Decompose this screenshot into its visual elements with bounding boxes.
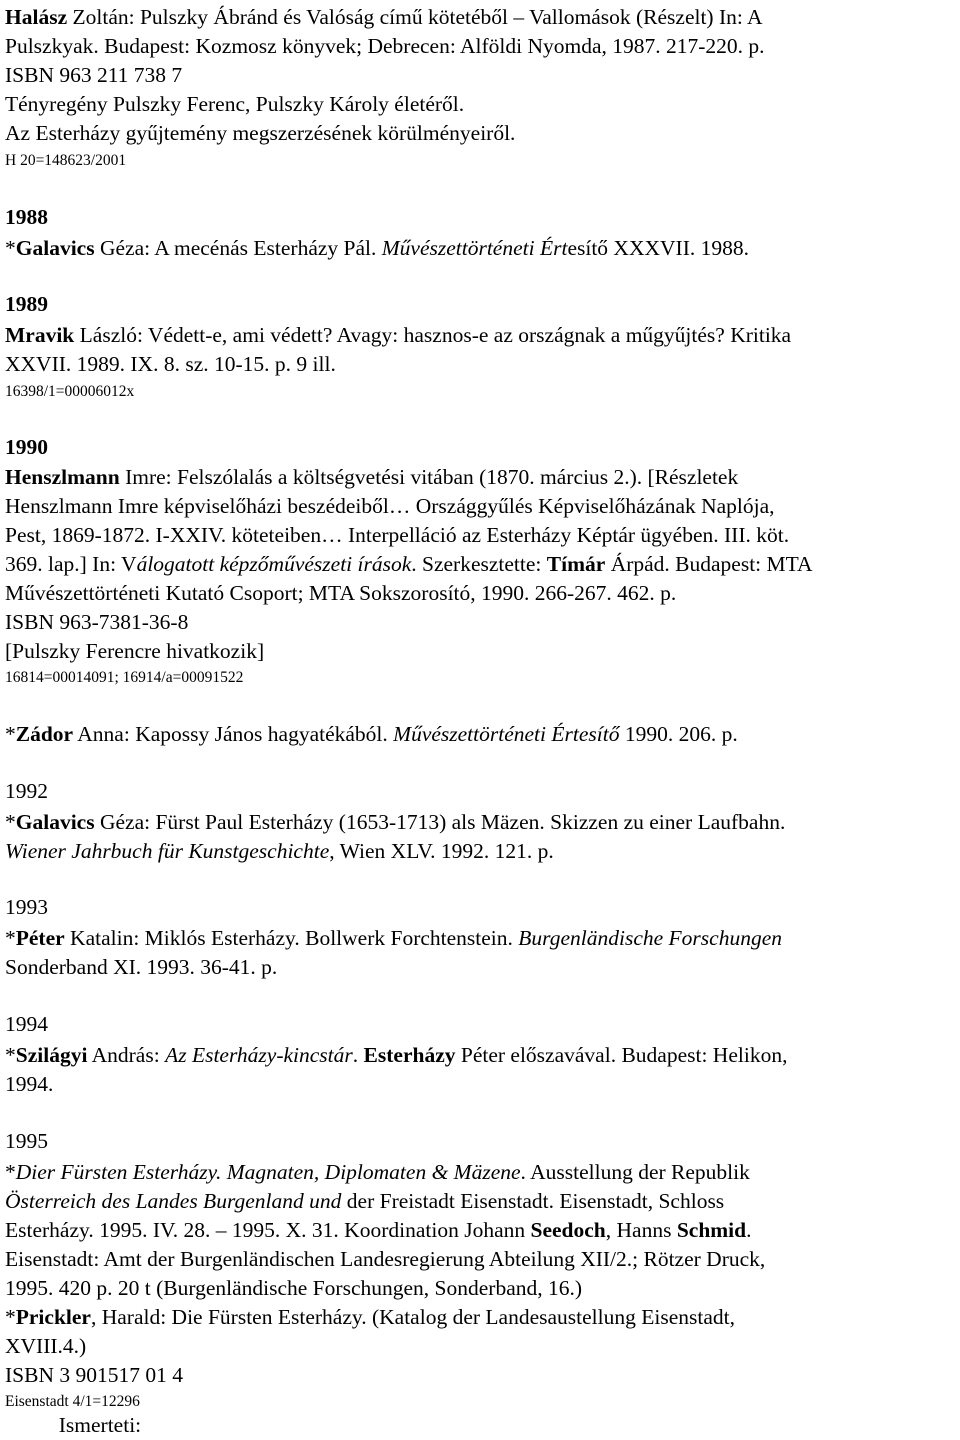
- text-line: [5, 381, 134, 403]
- italic-text: Művészettörténeti Értesítő: [393, 722, 620, 746]
- text-segment: . Ausstellung der Republik: [520, 1160, 750, 1184]
- text-segment: .: [746, 1218, 752, 1242]
- text-segment: Katalin: Miklós Esterházy. Bollwerk Forchtenstein.: [64, 926, 519, 950]
- text-segment: Pulszkyak. Budapest: Kozmosz könyvek; Debrecen: Alföldi Nyomda, 1987. 217-220. p.: [5, 34, 765, 58]
- text-segment: *: [5, 722, 16, 746]
- text-segment: Ismerteti:: [5, 1413, 142, 1437]
- bold-text: Prickler: [15, 1305, 91, 1329]
- text-line: [5, 350, 336, 379]
- text-segment: , Hanns: [605, 1218, 677, 1242]
- text-segment: Az Esterházy gyűjtemény megszerzésének körülményeiről.: [5, 121, 516, 145]
- bold-text: Péter: [15, 926, 65, 950]
- bold-text: Galavics: [15, 810, 95, 834]
- text-line: [5, 119, 515, 148]
- text-segment: *: [5, 1305, 16, 1329]
- text-line: [5, 924, 782, 953]
- bold-text: Henszlmann: [5, 465, 120, 489]
- text-segment: Esterházy. 1995. IV. 28. – 1995. X. 31. Koordination Johann: [5, 1218, 531, 1242]
- text-segment: esítő XXXVII. 1988.: [567, 236, 749, 260]
- bold-text: Halász: [5, 5, 68, 29]
- text-segment: 1994: [5, 1012, 48, 1036]
- text-line: [5, 3, 763, 32]
- text-segment: [Pulszky Ferencre hivatkozik]: [5, 639, 265, 663]
- bold-text: Tímár: [546, 552, 606, 576]
- text-segment: ISBN 963-7381-36-8: [5, 610, 189, 634]
- text-line: [5, 808, 785, 837]
- text-segment: 16814=00014091; 16914/a=00091522: [5, 669, 244, 686]
- text-segment: Anna: Kapossy János hagyatékából.: [73, 722, 394, 746]
- text-segment: .: [352, 1043, 364, 1067]
- text-segment: 1989: [5, 292, 48, 316]
- text-segment: Géza: A mecénás Esterházy Pál.: [94, 236, 382, 260]
- text-segment: András:: [87, 1043, 166, 1067]
- text-segment: Tényregény Pulszky Ferenc, Pulszky Károly életéről.: [5, 92, 465, 116]
- bold-text: Seedoch: [530, 1218, 606, 1242]
- text-line: [5, 463, 738, 492]
- text-line: [5, 290, 48, 319]
- text-segment: H 20=148623/2001: [5, 152, 127, 169]
- text-segment: 1993: [5, 895, 48, 919]
- text-line: [5, 720, 738, 749]
- bold-text: Esterházy: [363, 1043, 456, 1067]
- text-segment: Imre: Felszólalás a költségvetési vitában (1870. március 2.). [Részletek: [119, 465, 739, 489]
- italic-text: Österreich des Landes Burgenland und: [5, 1189, 342, 1213]
- text-line: [5, 1361, 183, 1390]
- bold-text: Schmid: [676, 1218, 747, 1242]
- text-line: [5, 234, 749, 263]
- text-segment: Géza: Fürst Paul Esterházy (1653-1713) als Mäzen. Skizzen zu einer Laufbahn.: [94, 810, 786, 834]
- bold-text: Galavics: [15, 236, 95, 260]
- text-segment: XXVII. 1989. IX. 8. sz. 10-15. p. 9 ill.: [5, 352, 336, 376]
- bold-text: Zádor: [15, 722, 74, 746]
- text-line: [5, 61, 182, 90]
- text-segment: 16398/1=00006012x: [5, 383, 135, 400]
- text-segment: Művészettörténeti Kutató Csoport; MTA Sokszorosító, 1990. 266-267. 462. p.: [5, 581, 677, 605]
- text-segment: Péter előszavával. Budapest: Helikon,: [455, 1043, 788, 1067]
- text-line: [5, 150, 126, 172]
- text-segment: ISBN 3 901517 01 4: [5, 1363, 183, 1387]
- text-segment: Sonderband XI. 1993. 36-41. p.: [5, 955, 278, 979]
- text-line: [5, 321, 791, 350]
- text-line: [5, 433, 48, 462]
- text-segment: Henszlmann Imre képviselőházi beszédeiből… Országgyűlés Képviselőházának Naplója,: [5, 494, 775, 518]
- text-line: [5, 667, 243, 689]
- text-line: [5, 608, 188, 637]
- text-line: [5, 1041, 787, 1070]
- text-segment: *: [5, 1160, 16, 1184]
- text-segment: László: Védett-e, ami védett? Avagy: hasznos-e az országnak a műgyűjtés? Kritika: [74, 323, 792, 347]
- text-line: [5, 521, 789, 550]
- text-segment: Eisenstadt 4/1=12296: [5, 1393, 140, 1410]
- italic-text: Wiener Jahrbuch für Kunstgeschichte: [5, 839, 330, 863]
- italic-text: Művészettörténeti Ért: [381, 236, 568, 260]
- text-segment: *: [5, 236, 16, 260]
- text-segment: 1994.: [5, 1072, 54, 1096]
- text-line: [5, 953, 277, 982]
- text-line: [5, 1391, 140, 1413]
- italic-text: álogatott képzőművészeti írások: [136, 552, 412, 576]
- bold-text: Mravik: [5, 323, 75, 347]
- text-segment: *: [5, 810, 16, 834]
- text-segment: der Freistadt Eisenstadt. Eisenstadt, Schloss: [341, 1189, 725, 1213]
- text-segment: Árpád. Budapest: MTA: [605, 552, 813, 576]
- text-line: [5, 1187, 724, 1216]
- text-line: [5, 203, 48, 232]
- text-line: [5, 1303, 735, 1332]
- text-line: [5, 1216, 752, 1245]
- text-line: [5, 777, 48, 806]
- text-segment: 1990: [5, 435, 48, 459]
- italic-text: Az Esterházy-kincstár: [165, 1043, 353, 1067]
- text-line: [5, 1127, 48, 1156]
- text-segment: . Szerkesztette:: [411, 552, 547, 576]
- text-line: [5, 492, 775, 521]
- text-segment: 1990. 206. p.: [619, 722, 738, 746]
- text-line: [5, 550, 813, 579]
- text-segment: 1988: [5, 205, 48, 229]
- text-line: [5, 90, 464, 119]
- text-segment: Pest, 1869-1872. I-XXIV. köteteiben… Interpelláció az Esterházy Képtár ügyében. III. köt.: [5, 523, 790, 547]
- text-line: [5, 893, 48, 922]
- text-segment: 1995: [5, 1129, 48, 1153]
- bold-text: Szilágyi: [15, 1043, 88, 1067]
- text-line: [5, 32, 765, 61]
- text-line: [5, 637, 264, 666]
- text-segment: 1992: [5, 779, 48, 803]
- italic-text: Dier Fürsten Esterházy. Magnaten, Diplomaten & Mäzene: [15, 1160, 521, 1184]
- text-line: [5, 579, 676, 608]
- text-segment: 369. lap.] In: V: [5, 552, 137, 576]
- text-line: [5, 1158, 750, 1187]
- text-segment: , Harald: Die Fürsten Esterházy. (Katalog der Landesaustellung Eisenstadt,: [90, 1305, 735, 1329]
- text-line: [5, 1411, 141, 1440]
- text-segment: Zoltán: Pulszky Ábránd és Valóság című kötetéből – Vallomások (Részelt) In: A: [67, 5, 763, 29]
- text-line: [5, 1274, 582, 1303]
- text-line: [5, 837, 554, 866]
- italic-text: Burgenländische Forschungen: [518, 926, 783, 950]
- text-segment: Eisenstadt: Amt der Burgenländischen Landesregierung Abteilung XII/2.; Rötzer Druck,: [5, 1247, 766, 1271]
- text-line: [5, 1070, 53, 1099]
- text-segment: 1995. 420 p. 20 t (Burgenländische Forschungen, Sonderband, 16.): [5, 1276, 583, 1300]
- text-segment: XVIII.4.): [5, 1334, 87, 1358]
- text-segment: *: [5, 1043, 16, 1067]
- text-line: [5, 1332, 86, 1361]
- text-line: [5, 1010, 48, 1039]
- text-segment: *: [5, 926, 16, 950]
- text-segment: ISBN 963 211 738 7: [5, 63, 183, 87]
- text-segment: , Wien XLV. 1992. 121. p.: [329, 839, 554, 863]
- text-line: [5, 1245, 765, 1274]
